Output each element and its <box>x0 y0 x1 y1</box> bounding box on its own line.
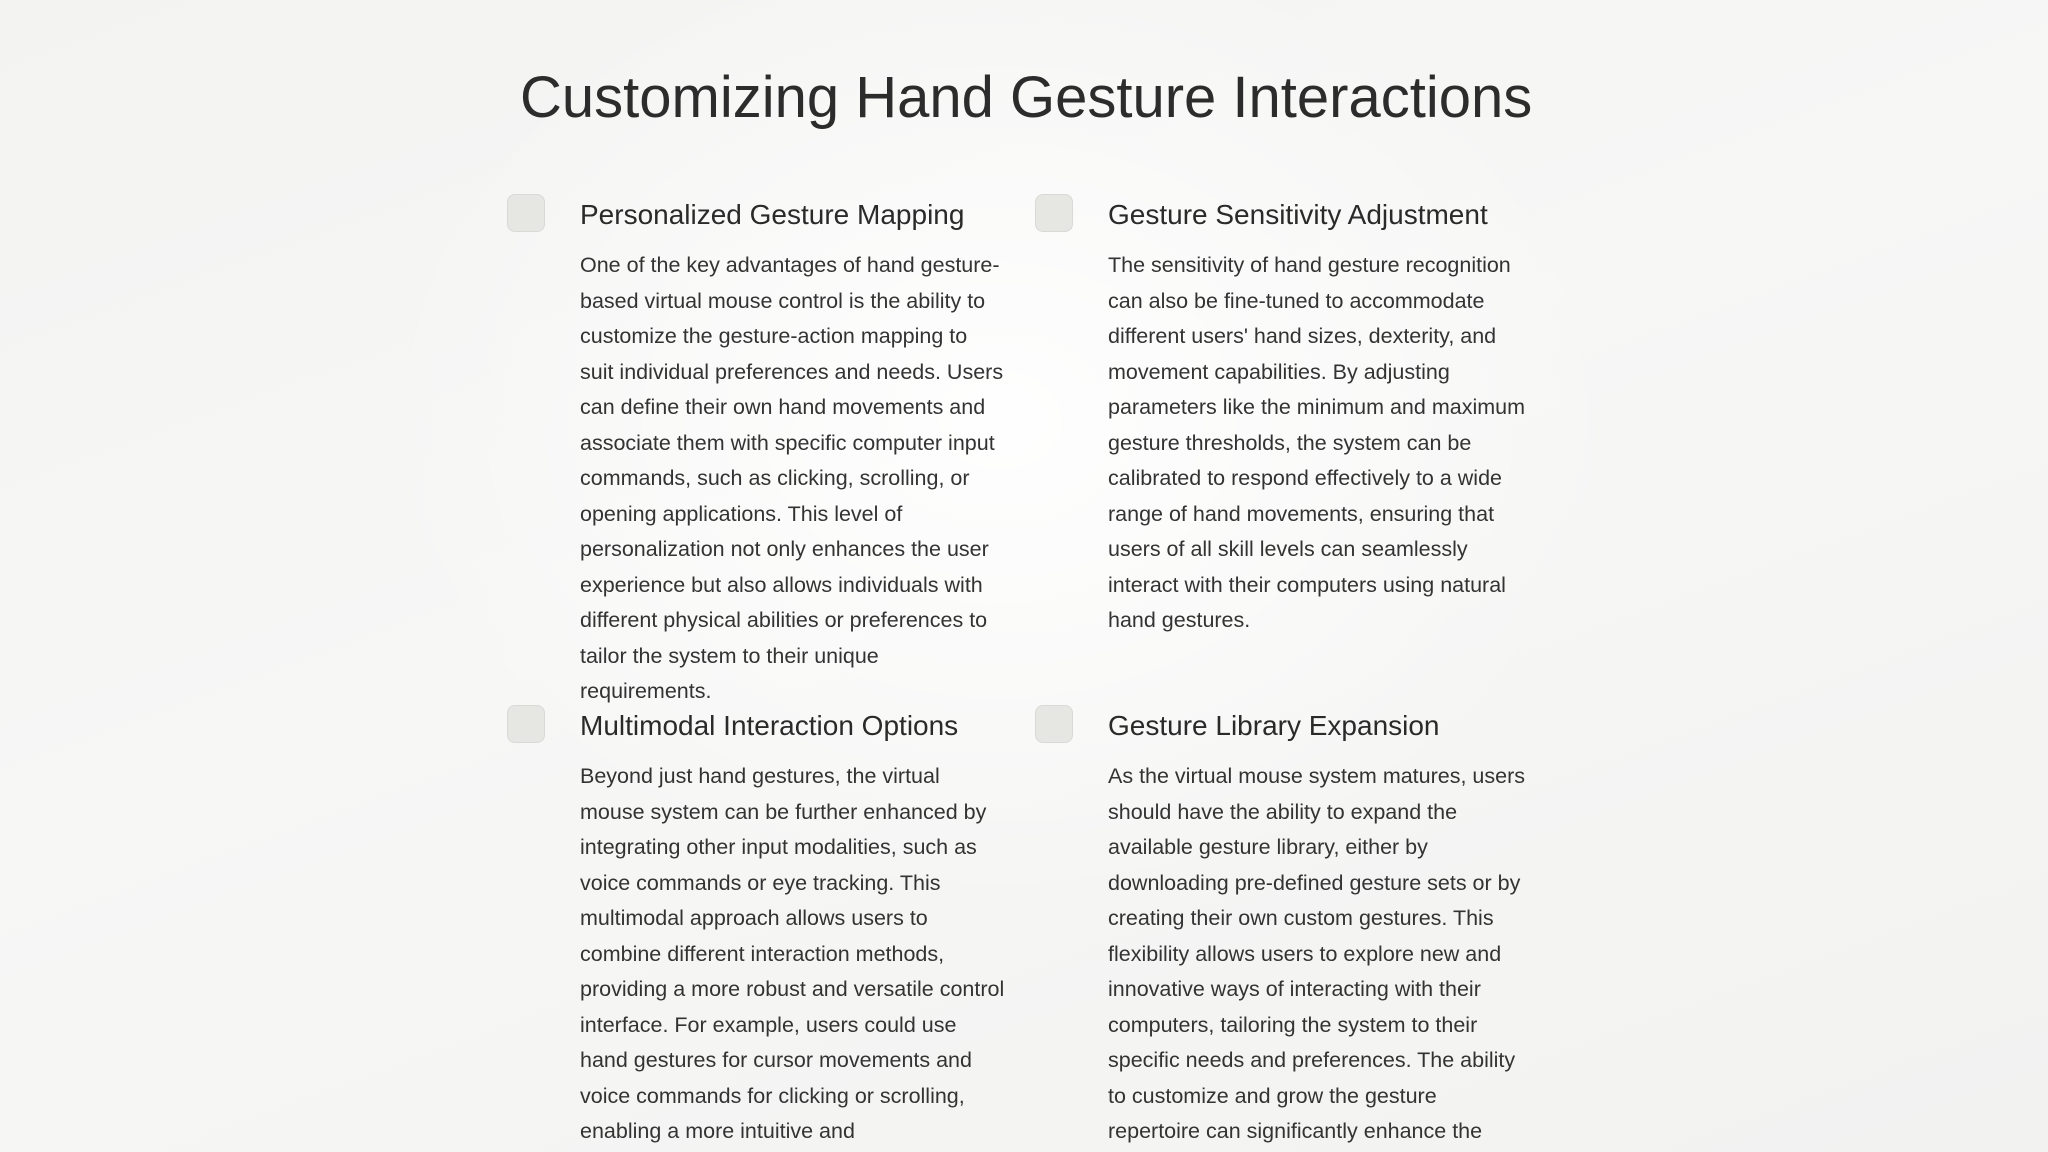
card-heading: Gesture Library Expansion <box>1108 710 1440 741</box>
placeholder-square-icon <box>1035 705 1073 743</box>
card-body-text: The sensitivity of hand gesture recognition can also be fine-tuned to accommodate different users' hand sizes, dexterity, and movement capabilities. By adjusting parameters like the minimum and maximum gesture thresholds, the system can be calibrated to respond effectively to a wide range of hand movements, ensuring that users of all skill levels can seamlessly interact with their computers using natural hand gestures. <box>1108 253 1525 632</box>
card-heading: Personalized Gesture Mapping <box>580 199 965 230</box>
placeholder-square-icon <box>507 194 545 232</box>
card-heading: Gesture Sensitivity Adjustment <box>1108 199 1488 230</box>
card-heading: Multimodal Interaction Options <box>580 710 959 741</box>
placeholder-square-icon <box>507 705 545 743</box>
card-body-text: One of the key advantages of hand gesture-based virtual mouse control is the ability to customize the gesture-action mapping to suit individual preferences and needs. Users can define their own hand movements and associate them with specific computer input commands, such as clicking, scrolling, or opening applications. This level of personalization not only enhances the user experience but also allows individuals with different physical abilities or preferences to tailor the system to their unique requirements. <box>580 253 1004 703</box>
slide-title: Customizing Hand Gesture Interactions <box>520 65 1533 130</box>
card-body-text: Beyond just hand gestures, the virtual mouse system can be further enhanced by integrating other input modalities, such as voice commands or eye tracking. This multimodal approach allows users to combine different interaction methods, providing a more robust and versatile control interface. For example, users could use hand gestures for cursor movements and voice commands for clicking or scrolling, enabling a more intuitive and <box>580 764 1005 1143</box>
placeholder-square-icon <box>1035 194 1073 232</box>
card-body-text: As the virtual mouse system matures, users should have the ability to expand the available gesture library, either by downloading pre-defined gesture sets or by creating their own custom gestures. This flexibility allows users to explore new and innovative ways of interacting with their computers, tailoring the system to their specific needs and preferences. The ability to customize and grow the gesture repertoire can significantly enhance the <box>1108 764 1526 1143</box>
